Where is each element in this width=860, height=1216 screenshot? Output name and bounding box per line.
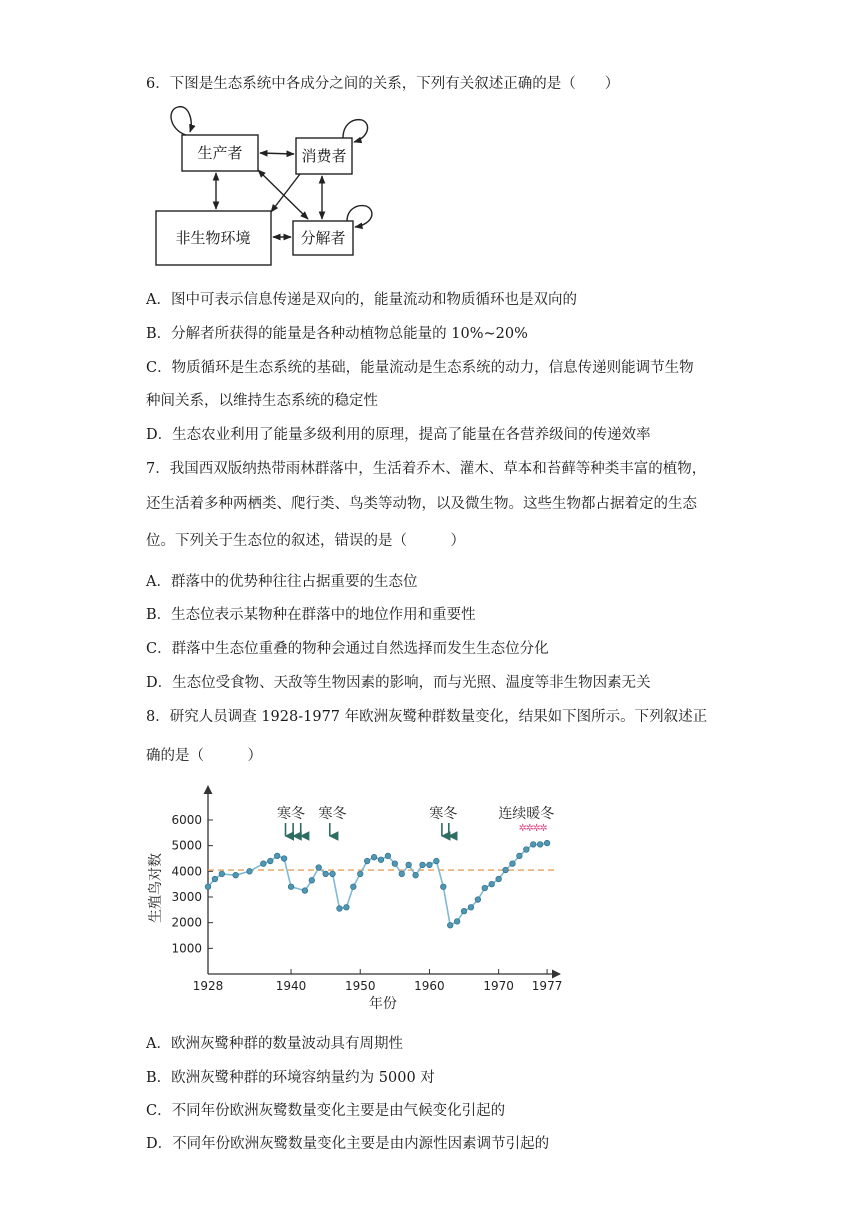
x-tick-label: 1928 bbox=[192, 979, 224, 993]
y-tick-label: 1000 bbox=[171, 941, 202, 956]
data-point bbox=[344, 904, 350, 910]
data-point bbox=[378, 857, 384, 863]
data-point bbox=[544, 840, 550, 846]
q8-option-a: A．欧洲灰鹭种群的数量波动具有周期性 bbox=[146, 1036, 403, 1052]
data-point bbox=[274, 853, 280, 859]
data-point bbox=[537, 842, 543, 848]
data-point bbox=[440, 884, 446, 890]
data-point bbox=[323, 871, 329, 877]
q6-option-c: C．物质循环是生态系统的基础，能量流动是生态系统的动力，信息传递则能调节生物 bbox=[146, 360, 694, 376]
warm-winter-marker: ✲ bbox=[532, 823, 541, 835]
q7-stem-line2: 还生活着多种两栖类、爬行类、鸟类等动物，以及微生物。这些生物都占据着定的生态 bbox=[146, 496, 697, 512]
producer-self-loop bbox=[171, 107, 191, 135]
data-point bbox=[330, 871, 336, 877]
x-tick-label: 1977 bbox=[531, 979, 563, 993]
data-point bbox=[302, 888, 308, 894]
x-tick-label: 1960 bbox=[414, 979, 445, 993]
annotation-label: 寒冬 bbox=[429, 806, 458, 822]
x-tick-label: 1940 bbox=[275, 979, 307, 993]
annotation-label: 寒冬 bbox=[318, 806, 347, 822]
producer-label: 生产者 bbox=[197, 144, 243, 162]
data-point bbox=[524, 847, 530, 853]
y-tick-label: 3000 bbox=[171, 889, 202, 904]
data-point bbox=[281, 856, 287, 862]
data-point bbox=[261, 861, 267, 867]
y-tick-label: 4000 bbox=[171, 864, 202, 879]
data-point bbox=[461, 908, 467, 914]
decomposer-label: 分解者 bbox=[300, 229, 346, 247]
data-point bbox=[530, 842, 536, 848]
warm-winter-marker: ✲ bbox=[539, 823, 548, 835]
y-tick-label: 2000 bbox=[171, 915, 202, 930]
data-point bbox=[316, 865, 322, 871]
data-point bbox=[267, 858, 273, 864]
data-point bbox=[385, 853, 391, 859]
data-point bbox=[399, 871, 405, 877]
data-point bbox=[364, 858, 370, 864]
data-point bbox=[482, 885, 488, 891]
y-tick-label: 6000 bbox=[171, 812, 202, 827]
y-axis-label: 生殖鸟对数 bbox=[148, 853, 164, 923]
q8-option-c: C．不同年份欧洲灰鹭数量变化主要是由气候变化引起的 bbox=[146, 1103, 506, 1119]
data-point bbox=[468, 904, 474, 910]
q8-stem-line2: 确的是（ ） bbox=[146, 748, 262, 764]
x-tick-label: 1950 bbox=[344, 979, 376, 993]
q7-stem-line1: 7．我国西双版纳热带雨林群落中，生活着乔木、灌木、草本和苔藓等种类丰富的植物， bbox=[146, 461, 707, 477]
data-point bbox=[357, 871, 363, 877]
q7-stem-line3: 位。下列关于生态位的叙述，错误的是（ ） bbox=[146, 533, 465, 549]
data-point bbox=[212, 876, 218, 882]
warm-winter-marker: ✲ bbox=[525, 823, 534, 835]
data-point bbox=[288, 884, 294, 890]
q7-option-d: D．生态位受食物、天敌等生物因素的影响，而与光照、温度等非生物因素无关 bbox=[146, 675, 651, 691]
data-point bbox=[219, 871, 225, 877]
arrow-producer-consumer bbox=[260, 153, 294, 154]
data-point bbox=[517, 853, 523, 859]
data-point bbox=[475, 897, 481, 903]
q8-option-b: B．欧洲灰鹭种群的环境容纳量约为 5000 对 bbox=[146, 1070, 435, 1086]
data-point bbox=[496, 876, 502, 882]
q7-option-c: C．群落中生态位重叠的物种会通过自然选择而发生生态位分化 bbox=[146, 641, 549, 657]
environment-label: 非生物环境 bbox=[175, 229, 251, 247]
q7-option-b: B．生态位表示某物种在群落中的地位作用和重要性 bbox=[146, 607, 476, 623]
data-point bbox=[309, 877, 315, 883]
q6-option-b: B．分解者所获得的能量是各种动植物总能量的 10%~20% bbox=[146, 326, 528, 342]
data-point bbox=[420, 862, 426, 868]
data-point bbox=[205, 884, 211, 890]
q6-option-c-cont: 种间关系，以维持生态系统的稳定性 bbox=[146, 393, 378, 409]
data-point bbox=[337, 906, 343, 912]
annotation-label: 连续暖冬 bbox=[498, 806, 555, 822]
data-point bbox=[351, 884, 357, 890]
q7-option-a: A．群落中的优势种往往占据重要的生态位 bbox=[146, 574, 418, 590]
data-point bbox=[510, 861, 516, 867]
q6-option-a: A．图中可表示信息传递是双向的，能量流动和物质循环也是双向的 bbox=[146, 292, 577, 308]
heron-population-chart bbox=[140, 780, 570, 1018]
series-line bbox=[208, 843, 547, 925]
data-point bbox=[503, 867, 509, 873]
data-point bbox=[392, 861, 398, 867]
data-point bbox=[489, 881, 495, 887]
data-point bbox=[434, 858, 440, 864]
q6-option-d: D．生态农业利用了能量多级利用的原理，提高了能量在各营养级间的传递效率 bbox=[146, 427, 651, 443]
data-point bbox=[447, 922, 453, 928]
warm-winter-marker: ✲ bbox=[518, 823, 528, 835]
q8-option-d: D．不同年份欧洲灰鹭数量变化主要是由内源性因素调节引起的 bbox=[146, 1136, 550, 1152]
data-point bbox=[427, 862, 433, 868]
consumer-label: 消费者 bbox=[301, 147, 347, 165]
data-point bbox=[233, 872, 239, 878]
annotation-label: 寒冬 bbox=[277, 806, 306, 822]
x-axis-label: 年份 bbox=[368, 996, 397, 1012]
ecosystem-diagram bbox=[140, 100, 380, 270]
data-point bbox=[371, 854, 377, 860]
x-tick-label: 1970 bbox=[483, 979, 514, 993]
data-point bbox=[247, 869, 253, 875]
q6-stem: 6．下图是生态系统中各成分之间的关系，下列有关叙述正确的是（ ） bbox=[146, 76, 620, 92]
data-point bbox=[413, 872, 419, 878]
q8-stem-line1: 8．研究人员调查 1928-1977 年欧洲灰鹭种群数量变化，结果如下图所示。下列叙述正 bbox=[146, 709, 708, 725]
data-point bbox=[454, 919, 460, 925]
data-point bbox=[406, 862, 412, 868]
y-tick-label: 5000 bbox=[171, 838, 202, 853]
